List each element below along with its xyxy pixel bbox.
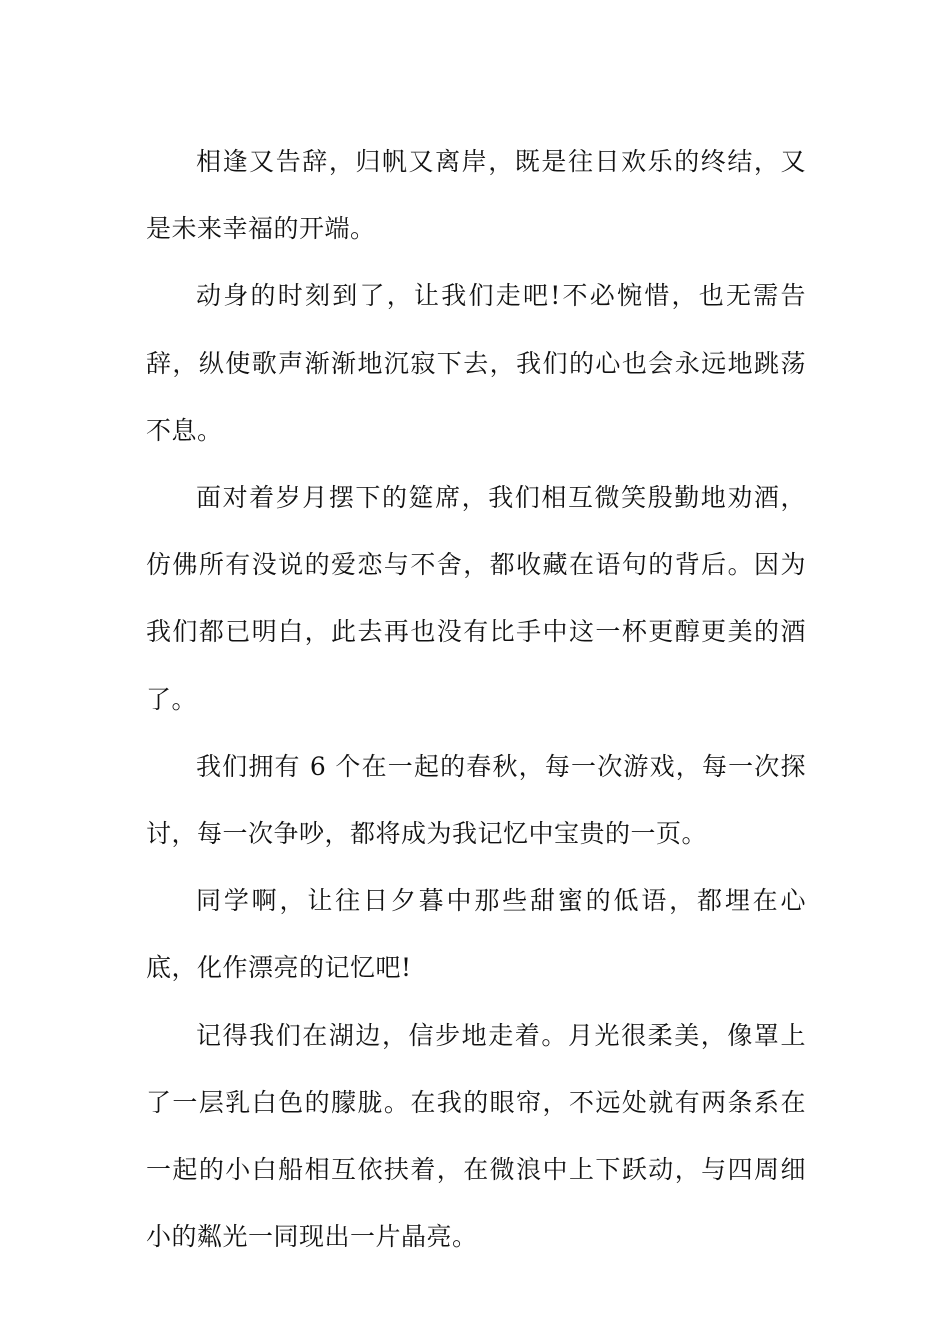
document-body — [146, 128, 806, 1270]
paragraph: 我们拥有 6 个在一起的春秋，每一次游戏，每一次探讨，每一次争吵，都将成为我记忆中宝贵的一页。 — [146, 751, 806, 849]
paragraph: 记得我们在湖边，信步地走着。月光很柔美，像罩上了一层乳白色的朦胧。在我的眼帘，不远处就有两条系在一起的小白船相互依扶着，在微浪中上下跃动，与四周细小的粼光一同现出一片晶亮。 — [146, 1020, 806, 1252]
paragraph: 动身的时刻到了，让我们走吧!不必惋惜，也无需告辞，纵使歌声渐渐地沉寂下去，我们的心也会永远地跳荡不息。 — [146, 281, 806, 445]
paragraph: 面对着岁月摆下的筵席，我们相互微笑殷勤地劝酒，仿佛所有没说的爱恋与不舍，都收藏在语句的背后。因为我们都已明白，此去再也没有比手中这一杯更醇更美的酒了。 — [146, 483, 806, 714]
paragraph: 相逢又告辞，归帆又离岸，既是往日欢乐的终结，又是未来幸福的开端。 — [146, 147, 806, 244]
paragraph: 同学啊，让往日夕暮中那些甜蜜的低语，都埋在心底，化作漂亮的记忆吧! — [146, 886, 806, 983]
